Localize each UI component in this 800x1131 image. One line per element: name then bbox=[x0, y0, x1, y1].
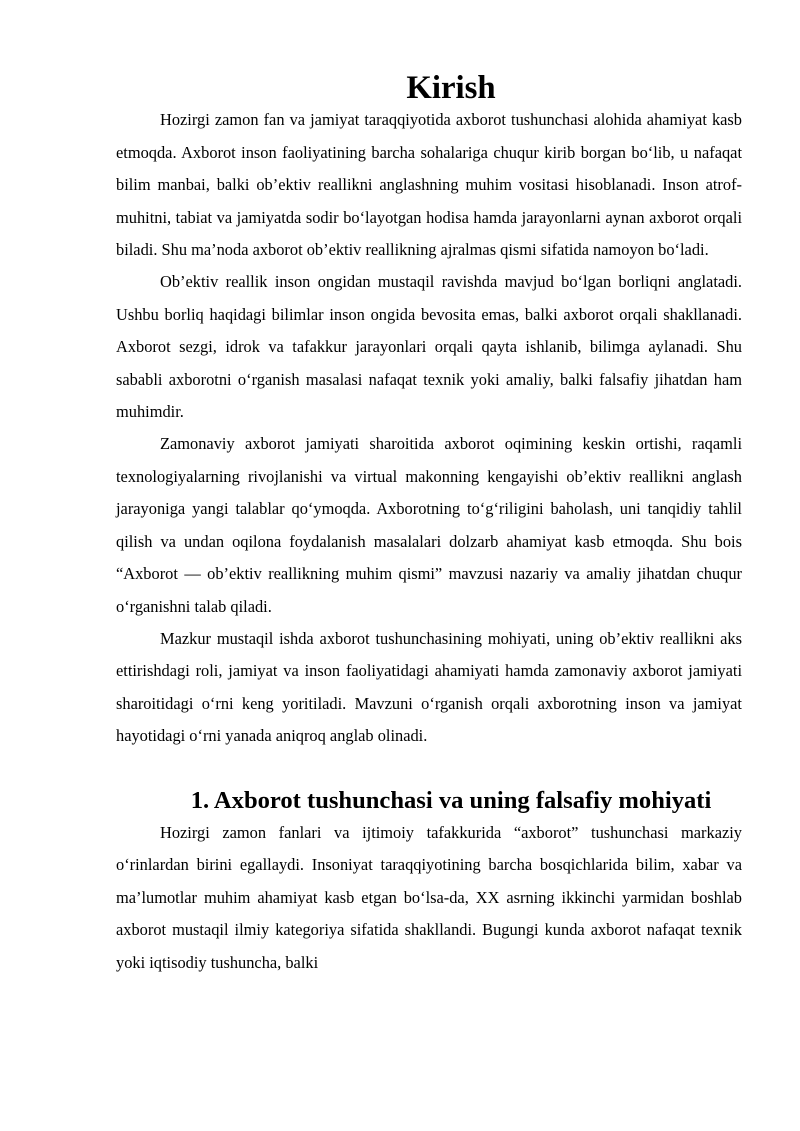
intro-paragraph-3: Zamonaviy axborot jamiyati sharoitida axborot oqimining keskin ortishi, raqamli texnologiyalarning rivojlanishi va virtual makonning kengayishi ob’ektiv reallikni anglash jarayoniga yangi talablar qo‘ymoqda. Axborotning to‘g‘riligini baholash, uni tanqidiy tahlil qilish va undan oqilona foydalanish masalalari dolzarb ahamiyat kasb etmoqda. Shu bois “Axborot — ob’ektiv reallikning muhim qismi” mavzusi nazariy va amaliy jihatdan chuqur o‘rganishni talab qiladi. bbox=[116, 434, 742, 616]
document-page bbox=[116, 72, 742, 979]
section-1-heading: 1. Axborot tushunchasi va uning falsafiy mohiyati bbox=[190, 786, 712, 814]
intro-heading: Kirish bbox=[406, 70, 496, 106]
intro-paragraph-2: Ob’ektiv reallik inson ongidan mustaqil ravishda mavjud bo‘lgan borliqni anglatadi. Ushbu borliq haqidagi bilimlar inson ongida bevosita emas, balki axborot orqali shakllanadi. Axborot sezgi, idrok va tafakkur jarayonlari orqali qayta ishlanib, bilimga aylanadi. Shu sababli axborotni o‘rganish masalasi nafaqat texnik yoki amaliy, balki falsafiy jihatdan ham muhimdir. bbox=[116, 272, 742, 422]
section-1-paragraph-1: Hozirgi zamon fanlari va ijtimoiy tafakkurida “axborot” tushunchasi markaziy o‘rinlardan birini egallaydi. Insoniyat taraqqiyotining barcha bosqichlarida bilim, xabar va ma’lumotlar muhim ahamiyat kasb etgan bo‘lsa-da, XX asrning ikkinchi yarmidan boshlab axborot mustaqil ilmiy kategoriya sifatida shakllandi. Bugungi kunda axborot nafaqat texnik yoki iqtisodiy tushuncha, balki bbox=[116, 822, 742, 972]
intro-paragraph-1: Hozirgi zamon fan va jamiyat taraqqiyotida axborot tushunchasi alohida ahamiyat kasb etmoqda. Axborot inson faoliyatining barcha sohalariga chuqur kirib borgan bo‘lib, u nafaqat bilim manbai, balki ob’ektiv reallikni anglashning muhim vositasi hisoblanadi. Inson atrof-muhitni, tabiat va jamiyatda sodir bo‘layotgan hodisa hamda jarayonlarni aynan axborot orqali biladi. Shu ma’noda axborot ob’ektiv reallikning ajralmas qismi sifatida namoyon bo‘ladi. bbox=[116, 110, 742, 260]
intro-paragraph-4: Mazkur mustaqil ishda axborot tushunchasining mohiyati, uning ob’ektiv reallikni aks ettirishdagi roli, jamiyat va inson faoliyatidagi ahamiyati hamda zamonaviy axborot jamiyati sharoitidagi o‘rni keng yoritiladi. Mavzuni o‘rganish orqali axborotning inson va jamiyat hayotidagi o‘rni yanada aniqroq anglab olinadi. bbox=[116, 628, 742, 746]
